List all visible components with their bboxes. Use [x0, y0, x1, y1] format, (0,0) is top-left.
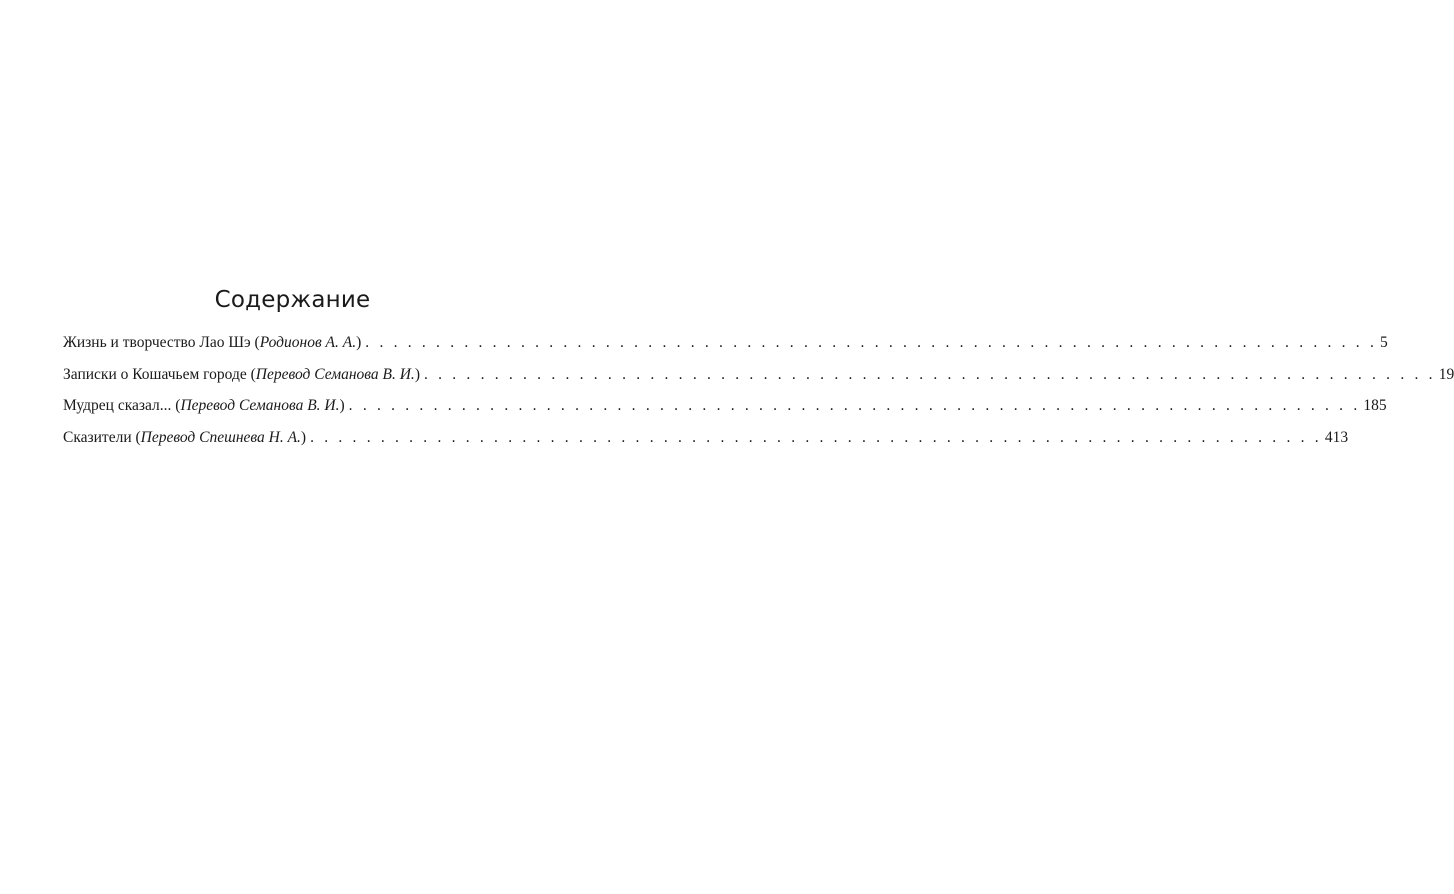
entry-credit: Перевод Семанова В. И. [255, 365, 415, 383]
entry-close-paren: ) [356, 334, 362, 351]
entry-credit: Перевод Семанова В. И. [180, 397, 340, 414]
entry-close-paren: ) [414, 365, 420, 383]
entry-credit: Родионов А. А. [259, 334, 357, 351]
entry-close-paren: ) [339, 397, 345, 414]
dot-leader: . . . . . . . . . . . . . . . . . . . . . . . . . . . . . . . . . . . . . . . . . . . . . . . . . . . . . . . . . . . . . . . . . . . . . . . . [365, 334, 1378, 351]
dot-leader: . . . . . . . . . . . . . . . . . . . . . . . . . . . . . . . . . . . . . . . . . . . . . . . . . . . . . . . . . . . . . . . . . . . . . . . . [348, 397, 1361, 414]
dot-leader: . . . . . . . . . . . . . . . . . . . . . . . . . . . . . . . . . . . . . . . . . . . . . . . . . . . . . . . . . . . . . . . . . . . . . . . . [310, 428, 1322, 446]
toc-entry [63, 428, 1349, 461]
toc-entry [63, 365, 1454, 398]
entry-close-paren: ) [300, 428, 307, 446]
dot-leader: . . . . . . . . . . . . . . . . . . . . . . . . . . . . . . . . . . . . . . . . . . . . . . . . . . . . . . . . . . . . . . . . . . . . . . . . [423, 365, 1436, 383]
entry-text [63, 397, 345, 415]
entry-title: Жизнь и творчество Лао Шэ ( [63, 334, 260, 351]
entry-credit: Перевод Спешнева Н. А. [140, 428, 301, 446]
entry-text [63, 366, 420, 384]
entry-title: Записки о Кошачьем городе ( [63, 365, 256, 383]
entry-title: Сказители ( [63, 428, 141, 446]
toc-entry [63, 334, 1388, 366]
page-number: 185 [1363, 397, 1387, 414]
page-number: 413 [1324, 428, 1349, 446]
contents-heading: Содержание [214, 287, 371, 313]
entry-text [63, 429, 306, 447]
entry-text [63, 334, 361, 352]
toc-list [63, 334, 1454, 460]
entry-title: Мудрец сказал... ( [63, 397, 181, 414]
page-number: 19 [1438, 365, 1454, 383]
toc-entry [63, 397, 1387, 429]
page-number: 5 [1380, 334, 1388, 351]
